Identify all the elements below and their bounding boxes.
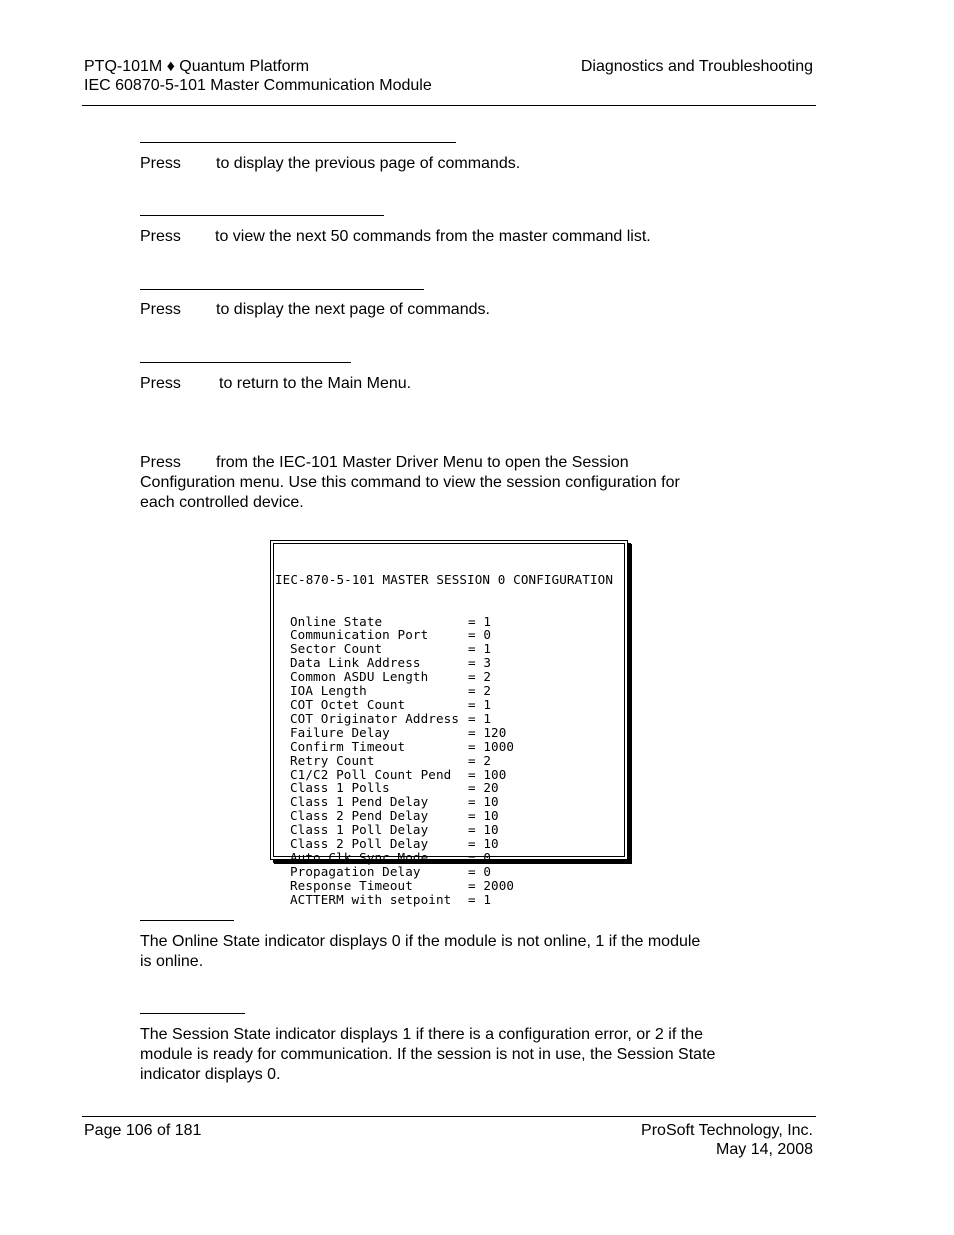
press-label: Press <box>140 301 181 318</box>
header-title: PTQ-101M ♦ Quantum Platform <box>84 58 310 75</box>
header-rule <box>82 105 816 106</box>
terminal-row-value: = 0 <box>468 863 492 879</box>
terminal-row-label: Common ASDU Length <box>290 669 429 685</box>
terminal-row-label: Class 2 Poll Delay <box>290 836 429 852</box>
terminal-row-value: = 2000 <box>468 877 515 893</box>
online-state-para-line-1: The Online State indicator displays 0 if the module is not online, 1 if the module <box>140 933 701 950</box>
terminal-row-label: Class 1 Polls <box>290 780 390 796</box>
terminal-row-label: ACTTERM with setpoint <box>290 891 452 907</box>
section-text-1 <box>140 154 520 174</box>
terminal-row <box>275 781 613 795</box>
terminal-row-label: Online State <box>290 613 383 629</box>
terminal-row <box>275 809 613 823</box>
terminal-row <box>275 642 613 656</box>
session-intro-line-3: each controlled device. <box>140 494 304 511</box>
session-intro-line-1 <box>140 453 629 473</box>
terminal-row-label: Sector Count <box>290 641 383 657</box>
header-subtitle: IEC 60870-5-101 Master Communication Module <box>84 77 432 94</box>
terminal-row <box>275 615 613 629</box>
footer-page-number: Page 106 of 181 <box>84 1122 202 1139</box>
terminal-row-value: = 1 <box>468 613 492 629</box>
terminal-row-label: Communication Port <box>290 627 429 643</box>
terminal-row <box>275 754 613 768</box>
section-description: to display the next page of commands. <box>216 301 490 318</box>
terminal-row <box>275 823 613 837</box>
terminal-row <box>275 628 613 642</box>
press-label: Press <box>140 155 181 172</box>
press-label: Press <box>140 228 181 245</box>
section-heading-line-4 <box>140 362 351 363</box>
terminal-row <box>275 726 613 740</box>
terminal-row <box>275 893 613 907</box>
online-state-para-line-2: is online. <box>140 953 204 970</box>
section-text-2 <box>140 227 651 247</box>
terminal-text <box>275 545 613 907</box>
terminal-row <box>275 795 613 809</box>
terminal-row-label: Response Timeout <box>290 877 413 893</box>
online-state-heading-line <box>140 920 234 921</box>
terminal-row-label: Confirm Timeout <box>290 738 406 754</box>
terminal-row-value: = 2 <box>468 752 492 768</box>
terminal-row-value: = 20 <box>468 780 499 796</box>
terminal-row-value: = 2 <box>468 669 492 685</box>
terminal-row-label: Propagation Delay <box>290 863 421 879</box>
terminal-row <box>275 684 613 698</box>
terminal-row-label: Retry Count <box>290 752 375 768</box>
terminal-row <box>275 670 613 684</box>
footer-company: ProSoft Technology, Inc. <box>641 1122 813 1139</box>
terminal-row <box>275 712 613 726</box>
terminal-row-value: = 1000 <box>468 738 515 754</box>
section-text-3 <box>140 300 490 320</box>
terminal-row-label: COT Octet Count <box>290 696 406 712</box>
press-label: Press <box>140 375 181 392</box>
terminal-row-value: = 10 <box>468 808 499 824</box>
footer-date: May 14, 2008 <box>716 1141 813 1158</box>
terminal-row-value: = 1 <box>468 641 492 657</box>
section-description: to return to the Main Menu. <box>219 375 412 392</box>
header-section: Diagnostics and Troubleshooting <box>580 58 813 75</box>
session-intro-line-2: Configuration menu. Use this command to view the session configuration for <box>140 474 680 491</box>
terminal-row-label: Auto Clk Sync Mode <box>290 849 429 865</box>
terminal-row <box>275 740 613 754</box>
section-description: to display the previous page of commands. <box>216 155 521 172</box>
terminal-row-label: Class 1 Poll Delay <box>290 822 429 838</box>
session-state-para-line-1: The Session State indicator displays 1 if there is a configuration error, or 2 if the <box>140 1026 703 1043</box>
terminal-row <box>275 879 613 893</box>
terminal-row-label: Class 1 Pend Delay <box>290 794 429 810</box>
press-label: Press <box>140 454 181 471</box>
footer-rule <box>82 1116 816 1117</box>
session-state-para-line-2: module is ready for communication. If the session is not in use, the Session State <box>140 1046 716 1063</box>
terminal-row-label: Class 2 Pend Delay <box>290 808 429 824</box>
terminal-row-label: COT Originator Address <box>290 710 460 726</box>
terminal-title: IEC-870-5-101 MASTER SESSION 0 CONFIGURATION <box>275 571 614 587</box>
terminal-row <box>275 768 613 782</box>
terminal-row <box>275 851 613 865</box>
terminal-row-value: = 1 <box>468 710 492 726</box>
terminal-screenshot <box>270 540 628 907</box>
terminal-row-value: = 1 <box>468 696 492 712</box>
section-text-4 <box>140 374 411 394</box>
terminal-row-value: = 0 <box>468 627 492 643</box>
session-state-heading-line <box>140 1013 245 1014</box>
section-heading-line-3 <box>140 289 424 290</box>
terminal-row-label: Failure Delay <box>290 724 390 740</box>
terminal-row-value: = 10 <box>468 794 499 810</box>
section-heading-line-2 <box>140 215 384 216</box>
terminal-row <box>275 837 613 851</box>
section-heading-line-1 <box>140 142 456 143</box>
terminal-row <box>275 865 613 879</box>
terminal-row-value: = 120 <box>468 724 507 740</box>
terminal-row <box>275 656 613 670</box>
terminal-row-value: = 2 <box>468 683 492 699</box>
terminal-row-value: = 100 <box>468 766 507 782</box>
section-description: to view the next 50 commands from the master command list. <box>215 228 651 245</box>
session-state-para-line-3: indicator displays 0. <box>140 1066 281 1083</box>
session-intro-text: from the IEC-101 Master Driver Menu to open the Session <box>216 454 629 471</box>
terminal-row <box>275 698 613 712</box>
terminal-row-label: IOA Length <box>290 683 367 699</box>
terminal-row-label: Data Link Address <box>290 655 421 671</box>
terminal-row-value: = 0 <box>468 849 492 865</box>
terminal-row-value: = 10 <box>468 836 499 852</box>
terminal-row-value: = 1 <box>468 891 492 907</box>
terminal-row-label: C1/C2 Poll Count Pend <box>290 766 452 782</box>
terminal-row-value: = 10 <box>468 822 499 838</box>
terminal-row-value: = 3 <box>468 655 492 671</box>
